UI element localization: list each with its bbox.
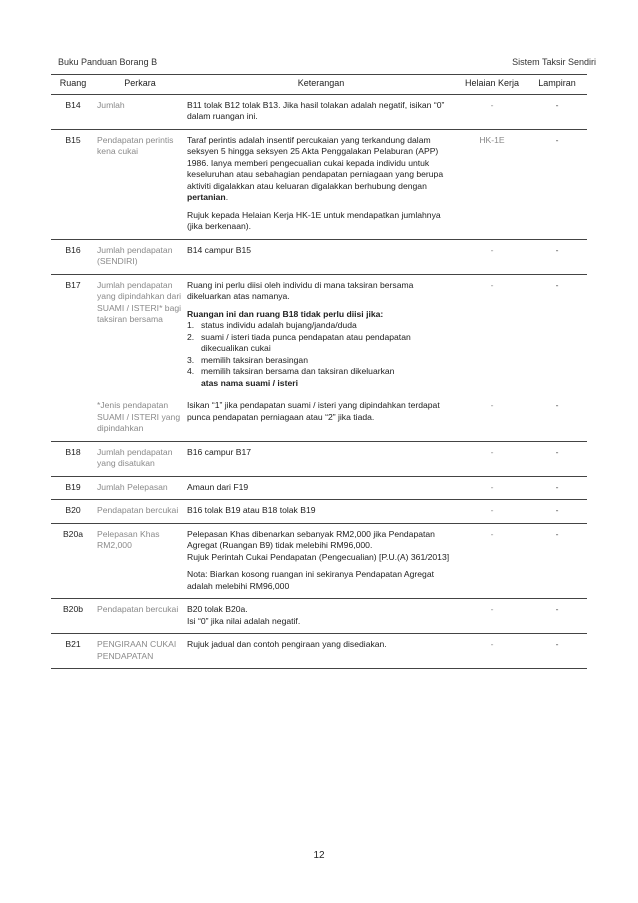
description-text: Taraf perintis adalah insentif percukaian yang terkandung dalam seksyen 5 hingga seksyen 25 Akta Penggalakan Pelaburan (APP) 1986. Ianya memberi pengecualian cukai kepada individu untuk keseluruhan atau sebahagian pendapatan perniagaan yang berupa aktiviti digalakkan atau keluaran digalakkan berhubung dengan (187, 134, 444, 191)
row-item: Jumlah pendapatan yang disatukan (95, 441, 185, 476)
row-description (185, 523, 457, 599)
row-attachment: - (527, 441, 587, 476)
table-row (51, 239, 587, 274)
row-description: B16 tolak B19 atau B18 tolak B19 (185, 500, 457, 524)
row-item: Pendapatan bercukai (95, 500, 185, 524)
row-description: B14 campur B15 (185, 239, 457, 274)
row-description (185, 274, 457, 395)
row-description: B11 tolak B12 tolak B13. Jika hasil tolakan adalah negatif, isikan “0” dalam ruangan ini. (185, 94, 457, 129)
description-paragraph: Ruang ini perlu diisi oleh individu di mana taksiran bersama dikeluarkan atas namanya. (187, 279, 414, 301)
description-paragraph: Isi “0” jika nilai adalah negatif. (187, 615, 301, 626)
row-code: B20b (51, 599, 95, 634)
row-worksheet: - (457, 476, 527, 500)
list-number: 3. (187, 354, 195, 365)
row-attachment: - (527, 94, 587, 129)
row-description: Rujuk jadual dan contoh pengiraan yang disediakan. (185, 634, 457, 669)
row-description (185, 129, 457, 239)
row-worksheet: - (457, 395, 527, 441)
table-row (51, 634, 587, 669)
table-row (51, 395, 587, 441)
row-attachment: - (527, 129, 587, 239)
row-code: B20 (51, 500, 95, 524)
row-item: Pendapatan bercukai (95, 599, 185, 634)
row-code: B16 (51, 239, 95, 274)
row-item: *Jenis pendapatan SUAMI / ISTERI yang dipindahkan (95, 395, 185, 441)
row-attachment: - (527, 523, 587, 599)
row-worksheet: - (457, 239, 527, 274)
row-worksheet: - (457, 523, 527, 599)
description-paragraph: Rujuk Perintah Cukai Pendapatan (Pengecualian) [P.U.(A) 361/2013] (187, 551, 450, 562)
row-description: B16 campur B17 (185, 441, 457, 476)
list-text: memilih taksiran berasingan (201, 354, 308, 365)
row-code: B14 (51, 94, 95, 129)
col-header-keterangan: Keterangan (185, 75, 457, 95)
row-attachment: - (527, 599, 587, 634)
row-code: B15 (51, 129, 95, 239)
row-attachment: - (527, 395, 587, 441)
col-header-perkara: Perkara (95, 75, 185, 95)
col-header-ruang: Ruang (51, 75, 95, 95)
description-paragraph: Pelepasan Khas dibenarkan sebanyak RM2,000 jika Pendapatan Agregat (Ruangan B9) tidak melebihi RM96,000. (187, 528, 435, 550)
row-attachment: - (527, 239, 587, 274)
list-number: 1. (187, 320, 195, 330)
row-description: Isikan “1” jika pendapatan suami / isteri yang dipindahkan terdapat punca pendapatan perniagaan atau “2” jika tiada. (185, 395, 457, 441)
row-code: B17 (65, 279, 81, 290)
description-heading: Ruangan ini dan ruang B18 tidak perlu diisi jika: (187, 308, 384, 319)
document-header-system: Sistem Taksir Sendiri (512, 57, 596, 67)
description-bold-term: pertanian (187, 192, 226, 202)
row-code-empty (51, 395, 95, 441)
row-worksheet: - (457, 441, 527, 476)
table-row (51, 274, 587, 395)
list-item (187, 320, 455, 332)
page-number: 12 (313, 850, 325, 861)
row-attachment: - (527, 500, 587, 524)
table-row (51, 476, 587, 500)
row-item: Jumlah (95, 94, 185, 129)
description-text-end: . (225, 192, 229, 202)
document-header-title: Buku Panduan Borang B (58, 57, 158, 67)
table-row (51, 523, 587, 599)
row-item: Jumlah pendapatan (SENDIRI) (95, 239, 185, 274)
list-item (187, 332, 455, 355)
row-attachment: - (555, 279, 559, 290)
row-description: Amaun dari F19 (185, 476, 457, 500)
row-code: B19 (51, 476, 95, 500)
list-text-bold: atas nama suami / isteri (201, 377, 298, 388)
condition-list (187, 320, 455, 389)
table-header-row (51, 75, 587, 95)
row-attachment: - (527, 634, 587, 669)
col-header-lampiran: Lampiran (527, 75, 587, 95)
guide-table (51, 74, 587, 669)
list-number: 4. (187, 366, 195, 376)
row-item: Pendapatan perintis kena cukai (95, 129, 185, 239)
description-note: Nota: Biarkan kosong ruangan ini sekiranya Pendapatan Agregat adalah melebihi RM96,000 (187, 569, 434, 591)
list-text: memilih taksiran bersama dan taksiran dikeluarkan (201, 366, 395, 376)
row-item: Pelepasan Khas RM2,000 (95, 523, 185, 599)
table-row (51, 500, 587, 524)
row-item: Jumlah pendapatan yang dipindahkan dari SUAMI / ISTERI* bagi taksiran bersama (97, 279, 182, 324)
list-text: suami / isteri tiada punca pendapatan atau pendapatan dikecualikan cukai (201, 331, 411, 353)
row-worksheet: - (490, 279, 494, 290)
table-row (51, 129, 587, 239)
description-paragraph (187, 135, 455, 204)
row-item: PENGIRAAN CUKAI PENDAPATAN (95, 634, 185, 669)
row-worksheet: - (457, 94, 527, 129)
row-code: B18 (51, 441, 95, 476)
col-header-helaian-kerja: Helaian Kerja (457, 75, 527, 95)
table-row (51, 599, 587, 634)
description-paragraph: Rujuk kepada Helaian Kerja HK-1E untuk mendapatkan jumlahnya (jika berkenaan). (187, 209, 441, 231)
row-attachment: - (527, 476, 587, 500)
row-code: B20a (51, 523, 95, 599)
list-item (187, 366, 455, 389)
table-row (51, 441, 587, 476)
row-worksheet: - (457, 599, 527, 634)
table-row (51, 94, 587, 129)
row-worksheet: - (457, 500, 527, 524)
description-paragraph: B20 tolak B20a. (187, 604, 248, 614)
row-code: B21 (51, 634, 95, 669)
row-worksheet: - (457, 634, 527, 669)
row-description (185, 599, 457, 634)
row-worksheet: HK-1E (457, 129, 527, 239)
list-text: status individu adalah bujang/janda/duda (201, 320, 357, 330)
list-text-wrapper (201, 366, 455, 389)
list-item (187, 355, 455, 367)
list-number: 2. (187, 331, 195, 342)
row-item: Jumlah Pelepasan (95, 476, 185, 500)
